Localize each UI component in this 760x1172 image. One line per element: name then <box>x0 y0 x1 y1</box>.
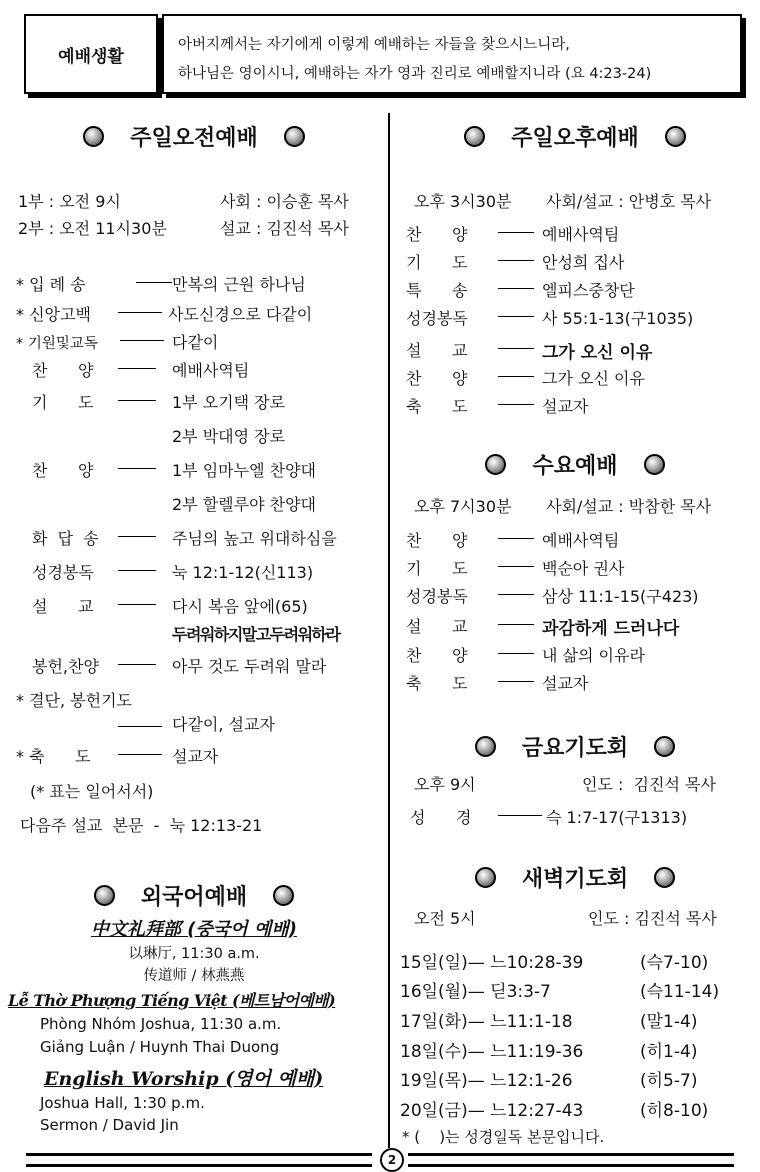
order-item-value: 1부 임마누엘 찬양대 <box>172 461 316 480</box>
order-item-label: 찬 양 <box>406 531 468 550</box>
next-week-text: 다음주 설교 본문 - 눅 12:13-21 <box>20 816 263 835</box>
service2-time: 2부 : 오전 11시30분 <box>18 219 167 238</box>
order-item-value: 설교자 <box>542 674 589 693</box>
page-number: 2 <box>380 1148 404 1172</box>
section-title-dawn <box>390 862 760 893</box>
order-item-value: 다시 복음 앞에(65) <box>172 597 308 616</box>
service2-role: 설교 : 김진석 목사 <box>220 219 349 238</box>
section-title-text: 새벽기도회 <box>521 867 629 892</box>
order-item-value: 다같이 <box>172 333 219 352</box>
section-title-text: 수요예배 <box>532 454 618 479</box>
dash <box>136 282 172 283</box>
verse-box <box>162 14 742 94</box>
bullet-dot-icon <box>94 885 115 906</box>
order-item-value: 눅 12:1-12(신113) <box>172 563 314 582</box>
dawn-schedule-ref: (히5-7) <box>640 1071 698 1091</box>
order-item-value: 엘피스중창단 <box>542 281 635 300</box>
bullet-dot-icon <box>644 454 665 475</box>
order-item-value: 아무 것도 두려워 말라 <box>172 657 327 676</box>
sermon-title: 그가 오신 이유 <box>542 343 653 363</box>
dash <box>498 681 534 682</box>
order-item-label: 화 답 송 <box>32 529 99 548</box>
dash <box>498 653 534 654</box>
english-service-title: English Worship (영어 예배) <box>44 1068 324 1090</box>
bullet-dot-icon <box>485 454 506 475</box>
wednesday-role: 사회/설교 : 박참한 목사 <box>546 497 712 516</box>
friday-leader: 인도 : 김진석 목사 <box>582 775 716 794</box>
dawn-leader: 인도 : 김진석 목사 <box>588 909 717 928</box>
order-item-label: * 신앙고백 <box>16 305 91 324</box>
order-item-value: 삼상 11:1-15(구423) <box>542 587 699 606</box>
order-item-label: 기 도 <box>406 559 468 578</box>
order-item-label: 특 송 <box>406 281 468 300</box>
vietnamese-service-line-2: Giảng Luận / Huynh Thai Duong <box>40 1038 280 1056</box>
dawn-schedule-day: 20일(금)— 느12:27-43 <box>400 1101 584 1121</box>
dawn-schedule-day: 17일(화)— 느11:1-18 <box>400 1012 573 1032</box>
dash <box>498 288 534 289</box>
dash <box>498 624 534 625</box>
order-item-label: * 축 도 <box>16 747 91 766</box>
bullet-dot-icon <box>475 867 496 888</box>
order-item-value: 설교자 <box>172 747 219 766</box>
verse-line-2: 하나님은 영이시니, 예배하는 자가 영과 진리로 예배할지니라 (요 4:23-24) <box>178 66 652 82</box>
vietnamese-service-title: Lễ Thờ Phượng Tiếng Việt (베트남어예배) <box>8 991 336 1010</box>
section-label-box <box>24 14 158 94</box>
dawn-schedule-day: 18일(수)— 느11:19-36 <box>400 1042 584 1062</box>
sermon-title: 두려워하지말고두려워하라 <box>172 625 340 644</box>
chinese-service-line-2: 传道师 / 林燕燕 <box>143 968 245 984</box>
section-title-text: 금요기도회 <box>521 736 629 761</box>
footer-rule-left <box>26 1153 372 1167</box>
order-item-label: 기 도 <box>406 253 468 272</box>
dawn-schedule-day: 16일(월)— 딛3:3-7 <box>400 982 551 1002</box>
dash <box>118 726 162 727</box>
dash <box>118 468 156 469</box>
order-item-label: * 입 례 송 <box>16 275 86 294</box>
dash <box>118 570 156 571</box>
section-title-friday <box>390 731 760 762</box>
bullet-dot-icon <box>654 867 675 888</box>
dash <box>118 312 162 313</box>
dawn-note: * ( )는 성경일독 본문입니다. <box>402 1128 605 1146</box>
dash <box>498 316 534 317</box>
order-item-value: 설교자 <box>542 397 589 416</box>
order-item-value: 1부 오기택 장로 <box>172 393 286 412</box>
english-service-line-1: Joshua Hall, 1:30 p.m. <box>40 1094 205 1112</box>
dash <box>118 664 156 665</box>
order-item-value-2: 2부 할렐루야 찬양대 <box>172 495 316 514</box>
order-item-label: 설 교 <box>406 341 468 360</box>
wednesday-time: 오후 7시30분 <box>414 497 512 516</box>
chinese-service-line-1: 以琳厅, 11:30 a.m. <box>128 946 260 962</box>
dash <box>118 754 162 755</box>
vietnamese-service-line-1: Phòng Nhóm Joshua, 11:30 a.m. <box>40 1015 282 1033</box>
dash <box>120 340 164 341</box>
order-item-value: 사 55:1-13(구1035) <box>542 309 694 328</box>
order-item-value: 예배사역팀 <box>542 531 620 550</box>
dash <box>498 260 534 261</box>
order-item-label: 성경봉독 <box>406 587 468 606</box>
service1-role: 사회 : 이승훈 목사 <box>220 192 349 211</box>
english-service-line-2: Sermon / David Jin <box>40 1116 179 1134</box>
order-item-label: 기 도 <box>32 393 94 412</box>
verse-line-1: 아버지께서는 자기에게 이렇게 예배하는 자들을 찾으시느니라, <box>178 37 570 53</box>
dash <box>498 538 534 539</box>
footer-rule-right <box>408 1153 734 1167</box>
order-item-label: 봉헌,찬양 <box>32 657 99 676</box>
bullet-dot-icon <box>284 126 305 147</box>
order-item-label: 성경봉독 <box>32 563 94 582</box>
dash <box>118 604 156 605</box>
dash <box>498 594 534 595</box>
order-item-label: 설 교 <box>32 597 94 616</box>
order-item-value-2: 2부 박대영 장로 <box>172 427 286 446</box>
bullet-dot-icon <box>83 126 104 147</box>
afternoon-role: 사회/설교 : 안병호 목사 <box>546 192 712 211</box>
order-item-value: 만복의 근원 하나님 <box>172 275 306 294</box>
section-title-text: 외국어예배 <box>140 885 248 910</box>
section-title-text: 주일오후예배 <box>511 126 639 151</box>
standing-note: (* 표는 일어서서) <box>30 782 154 801</box>
dash <box>498 815 542 816</box>
chinese-service-title: 中文礼拜部 (중국어 예배) <box>91 919 297 940</box>
afternoon-time: 오후 3시30분 <box>414 192 512 211</box>
service1-time: 1부 : 오전 9시 <box>18 192 121 211</box>
order-item-label: * 결단, 봉헌기도 <box>16 691 132 710</box>
dash <box>498 566 534 567</box>
order-item-label: 성 경 <box>410 808 472 827</box>
bullet-dot-icon <box>464 126 485 147</box>
dash <box>118 536 156 537</box>
column-divider <box>388 113 390 1148</box>
section-label: 예배생활 <box>58 46 124 67</box>
dawn-schedule-day: 15일(일)— 느10:28-39 <box>400 953 584 973</box>
order-item-label: 찬 양 <box>406 225 468 244</box>
order-item-label: 설 교 <box>406 617 468 636</box>
order-item-value: 사도신경으로 다같이 <box>168 305 313 324</box>
order-item-value: 내 삶의 이유라 <box>542 646 645 665</box>
bullet-dot-icon <box>273 885 294 906</box>
dawn-schedule-ref: (슥11-14) <box>640 982 720 1002</box>
dawn-schedule-ref: (말1-4) <box>640 1012 698 1032</box>
order-item-value: 예배사역팀 <box>172 361 250 380</box>
order-item-value: 예배사역팀 <box>542 225 620 244</box>
section-title-foreign <box>0 880 388 911</box>
dawn-schedule-ref: (히1-4) <box>640 1042 698 1062</box>
dawn-time: 오전 5시 <box>414 909 476 928</box>
bullet-dot-icon <box>475 736 496 757</box>
dash <box>118 400 156 401</box>
order-item-value: 슥 1:7-17(구1313) <box>546 808 688 827</box>
order-item-label: * 기원및교독 <box>16 336 98 352</box>
dawn-schedule-day: 19일(목)— 느12:1-26 <box>400 1071 573 1091</box>
bullet-dot-icon <box>654 736 675 757</box>
order-item-label: 축 도 <box>406 674 468 693</box>
order-item-label: 찬 양 <box>406 369 468 388</box>
order-item-value: 안성희 집사 <box>542 253 625 272</box>
dawn-schedule-ref: (히8-10) <box>640 1101 709 1121</box>
dash <box>118 368 156 369</box>
dash <box>498 232 534 233</box>
dash <box>498 348 534 349</box>
section-title-sunday-afternoon <box>390 121 760 152</box>
order-item-label: 찬 양 <box>32 461 94 480</box>
bullet-dot-icon <box>665 126 686 147</box>
order-item-label: 성경봉독 <box>406 309 468 328</box>
section-title-wednesday <box>390 449 760 480</box>
order-item-value: 주님의 높고 위대하심을 <box>172 529 337 548</box>
order-item-label: 축 도 <box>406 397 468 416</box>
dawn-schedule-ref: (슥7-10) <box>640 953 709 973</box>
section-title-sunday-morning <box>0 121 388 152</box>
order-item-value: 백순아 권사 <box>542 559 625 578</box>
order-item-value: 그가 오신 이유 <box>542 369 645 388</box>
order-item-label: 찬 양 <box>32 361 94 380</box>
sermon-title: 과감하게 드러나다 <box>542 619 680 639</box>
dash <box>498 404 534 405</box>
section-title-text: 주일오전예배 <box>130 126 258 151</box>
order-item-label: 찬 양 <box>406 646 468 665</box>
dash <box>498 376 534 377</box>
order-item-value: 다같이, 설교자 <box>172 715 275 734</box>
friday-time: 오후 9시 <box>414 775 476 794</box>
